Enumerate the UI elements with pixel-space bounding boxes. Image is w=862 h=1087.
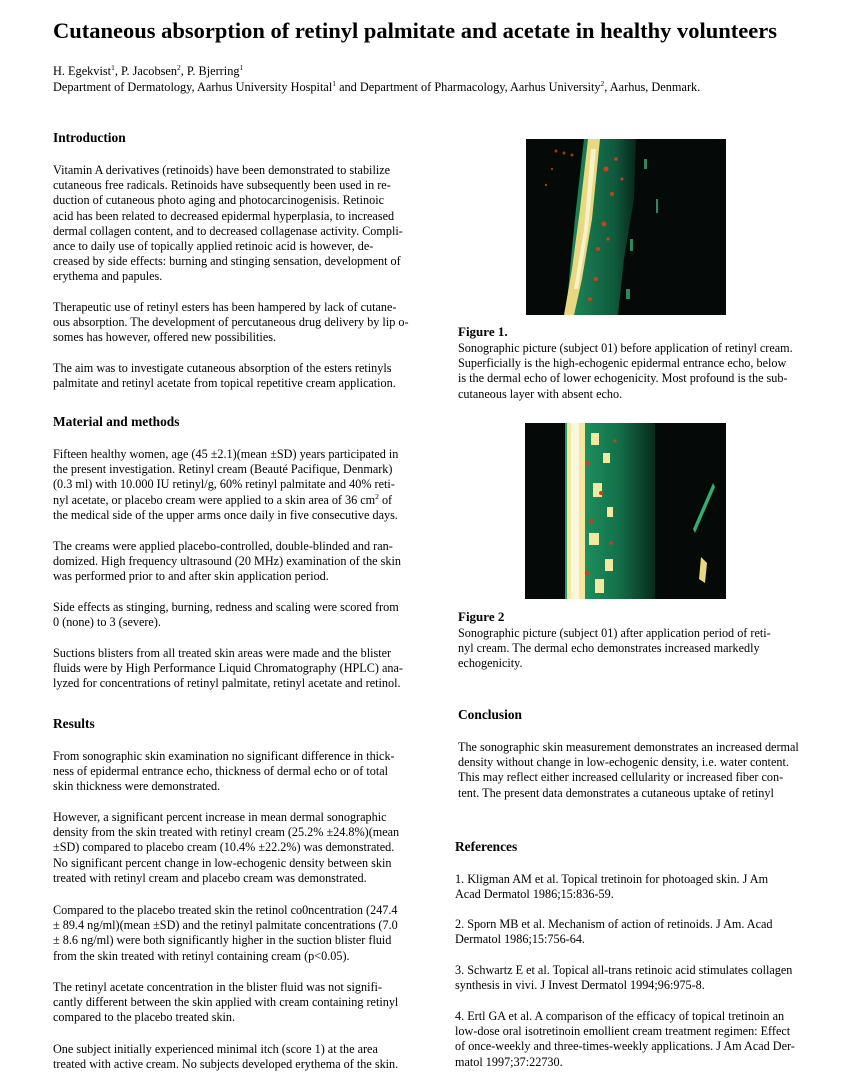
text-line: density without change in low-echogenic density, i.e. water content. (458, 755, 789, 770)
text-line: density from the skin treated with retinyl cream (25.2% ±24.8%)(mean (53, 825, 400, 840)
text-line: ± 89.4 ng/ml)(mean ±SD) and the retinyl palmitate concentrations (7.0 (53, 918, 398, 933)
author-line: H. Egekvist$^1$, P. Jacobsen$^2$, P. Bjerring$^1$ (53, 63, 244, 78)
author-name: P. Bjerring (186, 64, 240, 78)
text-line: No significant percent change in low-echogenic density between skin (53, 855, 392, 870)
text-line: matol 1997;37:22730. (455, 1054, 563, 1069)
text-line: acid has been related to decreased epidermal hyperplasia, to increased (53, 208, 395, 223)
text-line: This may reflect either increased cellularity or increased fiber con- (458, 770, 784, 785)
figure-1-label: Figure 1. (458, 324, 508, 339)
text-line: From sonographic skin examination no significant difference in thick- (53, 749, 395, 763)
text-line: ness of epidermal entrance echo, thickness of dermal echo or of total (53, 764, 389, 779)
text-line: Compared to the placebo treated skin the retinol co0ncentration (247.4 (53, 903, 398, 917)
text-line: Sonographic picture (subject 01) after application period of reti- (458, 626, 771, 640)
text-line: cutaneous free radicals. Retinoids have subsequently been used in re- (53, 178, 391, 193)
text-line: creased by side effects: burning and stinging sensation, development of (53, 254, 401, 269)
paragraph (53, 361, 429, 391)
author-name: P. Jacobsen (120, 64, 177, 78)
text-line: Dermatol 1986;15:756-64. (455, 932, 585, 947)
reference-item (455, 917, 835, 947)
text-line: ± 8.6 ng/ml) were both significantly higher in the suction blister fluid (53, 933, 392, 948)
text-line: low-dose oral isotretinoin emollient cream treatment regimen: Effect (455, 1024, 791, 1039)
text-line: Side effects as stinging, burning, redness and scaling were scored from (53, 600, 399, 614)
text-line: of once-weekly and three-times-weekly applications. J Am Acad Der- (455, 1039, 795, 1054)
text-line: cantly different between the skin applied with cream containing retinyl (53, 995, 399, 1010)
text-line: palmitate and retinyl acetate from topical repetitive cream application. (53, 376, 396, 391)
paragraph (458, 740, 830, 801)
text-line: 3. Schwartz E et al. Topical all-trans retinoic acid stimulates collagen (455, 963, 793, 977)
text-line: dermal collagen content, and to decreased collagenase activity. Compli- (53, 223, 403, 238)
section-heading-results: Results (53, 716, 95, 731)
text-line: 0 (none) to 3 (severe). (53, 615, 161, 630)
text-line: The creams were applied placebo-controlled, double-blinded and ran- (53, 539, 393, 553)
figure-2-label: Figure 2 (458, 609, 505, 624)
text-line: skin thickness were demonstrated. (53, 779, 221, 794)
text-line: 1. Kligman AM et al. Topical tretinoin for photoaged skin. J Am (455, 872, 769, 886)
author-affiliation-mark: 1 (239, 63, 244, 72)
text-line: Vitamin A derivatives (retinoids) have been demonstrated to stabilize (53, 163, 391, 177)
author-name: H. Egekvist (53, 64, 112, 78)
text-line: from the skin treated with retinyl containing cream (p<0.05). (53, 948, 350, 963)
paragraph (53, 1042, 429, 1072)
text-line: However, a significant percent increase in mean dermal sonographic (53, 810, 387, 824)
text-line: was performed prior to and after skin application period. (53, 569, 329, 584)
text-line: Superficially is the high-echogenic epidermal entrance echo, below (458, 356, 787, 371)
text-line: Therapeutic use of retinyl esters has been hampered by lack of cutane- (53, 300, 397, 314)
text-line: ance to daily use of topically applied retinoic acid is however, de- (53, 239, 374, 254)
paragraph (53, 600, 429, 630)
text-line: treated with active cream. No subjects developed erythema of the skin. (53, 1057, 399, 1072)
reference-item (455, 963, 835, 993)
text-line: One subject initially experienced minimal itch (score 1) at the area (53, 1042, 378, 1056)
reference-item (455, 872, 835, 902)
text-line: domized. High frequency ultrasound (20 MHz) examination of the skin (53, 554, 401, 569)
figure-2-caption (458, 626, 830, 672)
text-line: Acad Dermatol 1986;15:836-59. (455, 887, 614, 902)
paragraph (53, 980, 429, 1026)
paragraph: Fifteen healthy women, age (45 ±2.1)(mean ±SD) years participated in the present investigation. Retinyl cream (Beauté Pacifique, Denmark) (0.3 ml) with 10.000 IU retinyl/g, 60% retinyl palmitate and 40% reti- nyl acetate, or placebo cream were applied to a skin area of 36 $cm^2$ of the medical side of the upper arms once daily in five consecutive days. (53, 447, 399, 522)
author-block (53, 63, 700, 95)
text-line: The sonographic skin measurement demonstrates an increased dermal (458, 740, 799, 754)
section-heading-introduction: Introduction (53, 130, 126, 145)
text-line: duction of cutaneous photo aging and photocarcinogenisis. Retinoic (53, 193, 385, 208)
text-line: is the dermal echo of lower echogenicity. Most profound is the sub- (458, 371, 788, 386)
text-line: 4. Ertl GA et al. A comparison of the efficacy of topical tretinoin an (455, 1009, 785, 1023)
text-line: synthesis in vivi. J Invest Dermatol 1994;96:975-8. (455, 978, 705, 993)
paragraph (53, 903, 429, 964)
paragraph (53, 300, 429, 346)
figure-1-caption (458, 341, 830, 402)
text-line: The aim was to investigate cutaneous absorption of the esters retinyls (53, 361, 392, 375)
text-line: echogenicity. (458, 656, 523, 671)
text-line: Sonographic picture (subject 01) before application of retinyl cream. (458, 341, 793, 355)
paper-title: Cutaneous absorption of retinyl palmitate and acetate in healthy volunteers (53, 18, 777, 43)
reference-item (455, 1009, 835, 1070)
paragraph (53, 539, 429, 585)
text-line: 2. Sporn MB et al. Mechanism of action of retinoids. J Am. Acad (455, 917, 773, 931)
text-line: ous absorption. The development of percutaneous drug delivery by lip o- (53, 315, 409, 330)
text-line: erythema and papules. (53, 269, 163, 284)
text-line: cutaneous layer with absent echo. (458, 386, 623, 401)
paragraph (53, 810, 429, 886)
paragraph (53, 163, 429, 285)
figure-1-sonogram-image (526, 139, 726, 315)
section-heading-methods: Material and methods (53, 414, 180, 429)
text-line: compared to the placebo treated skin. (53, 1010, 236, 1025)
section-heading-references: References (455, 839, 518, 854)
paragraph (53, 646, 429, 692)
text-line: treated with retinyl cream and placebo cream was demonstrated. (53, 870, 367, 885)
affiliation-line: Department of Dermatology, Aarhus University Hospital$^1$ and Department of Pharmacology, Aarhus University$^2$, Aarhus, Denmark. (53, 79, 701, 94)
paragraph (53, 749, 429, 795)
text-line: somes has however, offered new possibilities. (53, 330, 277, 345)
text-line: lyzed for concentrations of retinyl palmitate, retinyl acetate and retinol. (53, 676, 401, 691)
text-line: fluids were by High Performance Liquid Chromatography (HPLC) ana- (53, 661, 403, 676)
author-affiliation-mark: 1 (111, 63, 115, 72)
figure-2-sonogram-image (525, 423, 726, 599)
text-line: nyl cream. The dermal echo demonstrates increased markedly (458, 641, 760, 656)
text-line: tent. The present data demonstrates a cutaneous uptake of retinyl (458, 785, 774, 800)
text-line: Suctions blisters from all treated skin areas were made and the blister (53, 646, 392, 660)
text-line: The retinyl acetate concentration in the blister fluid was not signifi- (53, 980, 382, 994)
text-line: ±SD) compared to placebo cream (10.4% ±22.2%) was demonstrated. (53, 840, 395, 855)
section-heading-conclusion: Conclusion (458, 707, 522, 722)
author-affiliation-mark: 2 (176, 63, 181, 72)
